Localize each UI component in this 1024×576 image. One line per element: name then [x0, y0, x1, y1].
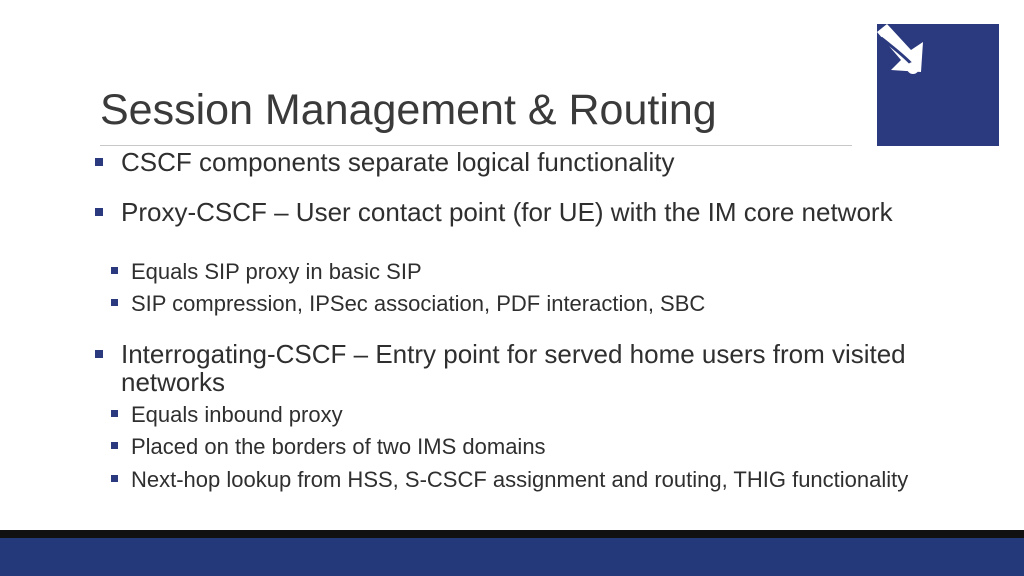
sub-bullet-item — [131, 259, 931, 284]
bullet-text: Interrogating-CSCF – Entry point for served home users from visited networks — [121, 339, 906, 397]
bullet-marker — [111, 442, 118, 449]
bullet-marker — [111, 475, 118, 482]
bullet-item — [121, 198, 961, 226]
arrow-logo-icon — [877, 24, 999, 146]
bullet-marker — [111, 267, 118, 274]
bullet-marker — [111, 299, 118, 306]
page-title: Session Management & Routing — [100, 86, 717, 134]
bullet-marker — [95, 158, 103, 166]
bullet-text: Placed on the borders of two IMS domains — [131, 434, 546, 459]
bullet-marker — [111, 410, 118, 417]
sub-bullet-item — [131, 467, 961, 492]
bullet-item — [121, 340, 941, 396]
bullet-marker — [95, 350, 103, 358]
bullet-text: Equals inbound proxy — [131, 402, 343, 427]
bullet-text: Proxy-CSCF – User contact point (for UE) with the IM core network — [121, 197, 893, 227]
bullet-text: CSCF components separate logical functionality — [121, 147, 675, 177]
bullet-text: Equals SIP proxy in basic SIP — [131, 259, 422, 284]
bullet-item — [121, 148, 881, 176]
sub-bullet-item — [131, 402, 931, 427]
title-divider — [100, 145, 852, 146]
bullet-marker — [95, 208, 103, 216]
footer-band — [0, 538, 1024, 576]
bullet-text: Next-hop lookup from HSS, S-CSCF assignment and routing, THIG functionality — [131, 467, 909, 492]
bullet-text: SIP compression, IPSec association, PDF interaction, SBC — [131, 291, 706, 316]
sub-bullet-item — [131, 434, 931, 459]
footer-divider — [0, 530, 1024, 538]
sub-bullet-item — [131, 291, 951, 316]
